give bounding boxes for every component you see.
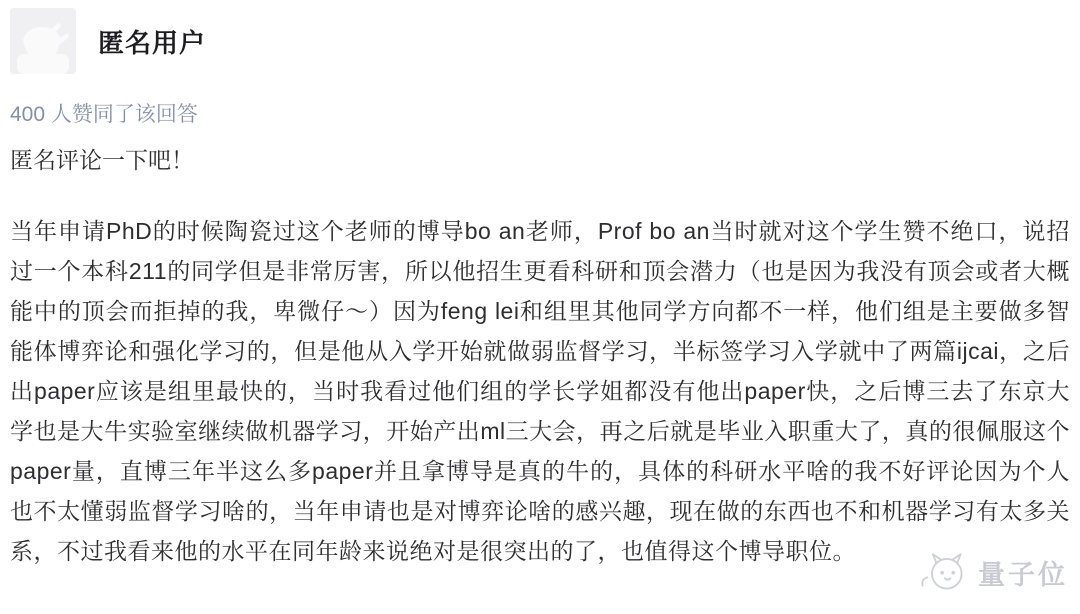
author-name[interactable]: 匿名用户	[98, 27, 207, 58]
answer-intro: 匿名评论一下吧！	[10, 147, 194, 173]
watermark-label: 量子位	[978, 560, 1068, 590]
anonymous-user-icon	[10, 61, 76, 74]
anonymous-avatar[interactable]	[10, 8, 76, 74]
answer-header	[0, 0, 1080, 74]
upvote-count-text: 400 人赞同了该回答	[10, 103, 198, 126]
watermark	[915, 545, 1068, 600]
qbitai-cat-logo-icon	[915, 545, 973, 600]
answer-body: 当年申请PhD的时候陶瓷过这个老师的博导bo an老师，Prof bo an当时就对这个学生赞不绝口，说招过一个本科211的同学但是非常厉害，所以他招生更看科研和顶会潜力（也是因为我没有顶会或者大概能中的顶会而拒掉的我，卑微仔～）因为feng lei和组里其他同学方向都不一样，他们组是主要做多智能体博弈论和强化学习的，但是他从入学开始就做弱监督学习，半标签学习入学就中了两篇ijcai，之后出paper应该是组里最快的，当时我看过他们组的学长学姐都没有他出paper快，之后博三去了东京大学也是大牛实验室继续做机器学习，开始产出ml三大会，再之后就是毕业入职重大了，真的很佩服这个paper量，直博三年半这么多paper并且拿博导是真的牛的，具体的科研水平啥的我不好评论因为个人也不太懂弱监督学习啥的，当年申请也是对博弈论啥的感兴趣，现在做的东西也不和机器学习有太多关系，不过我看来他的水平在同年龄来说绝对是很突出的了，也值得这个博导职位。	[10, 218, 1070, 564]
